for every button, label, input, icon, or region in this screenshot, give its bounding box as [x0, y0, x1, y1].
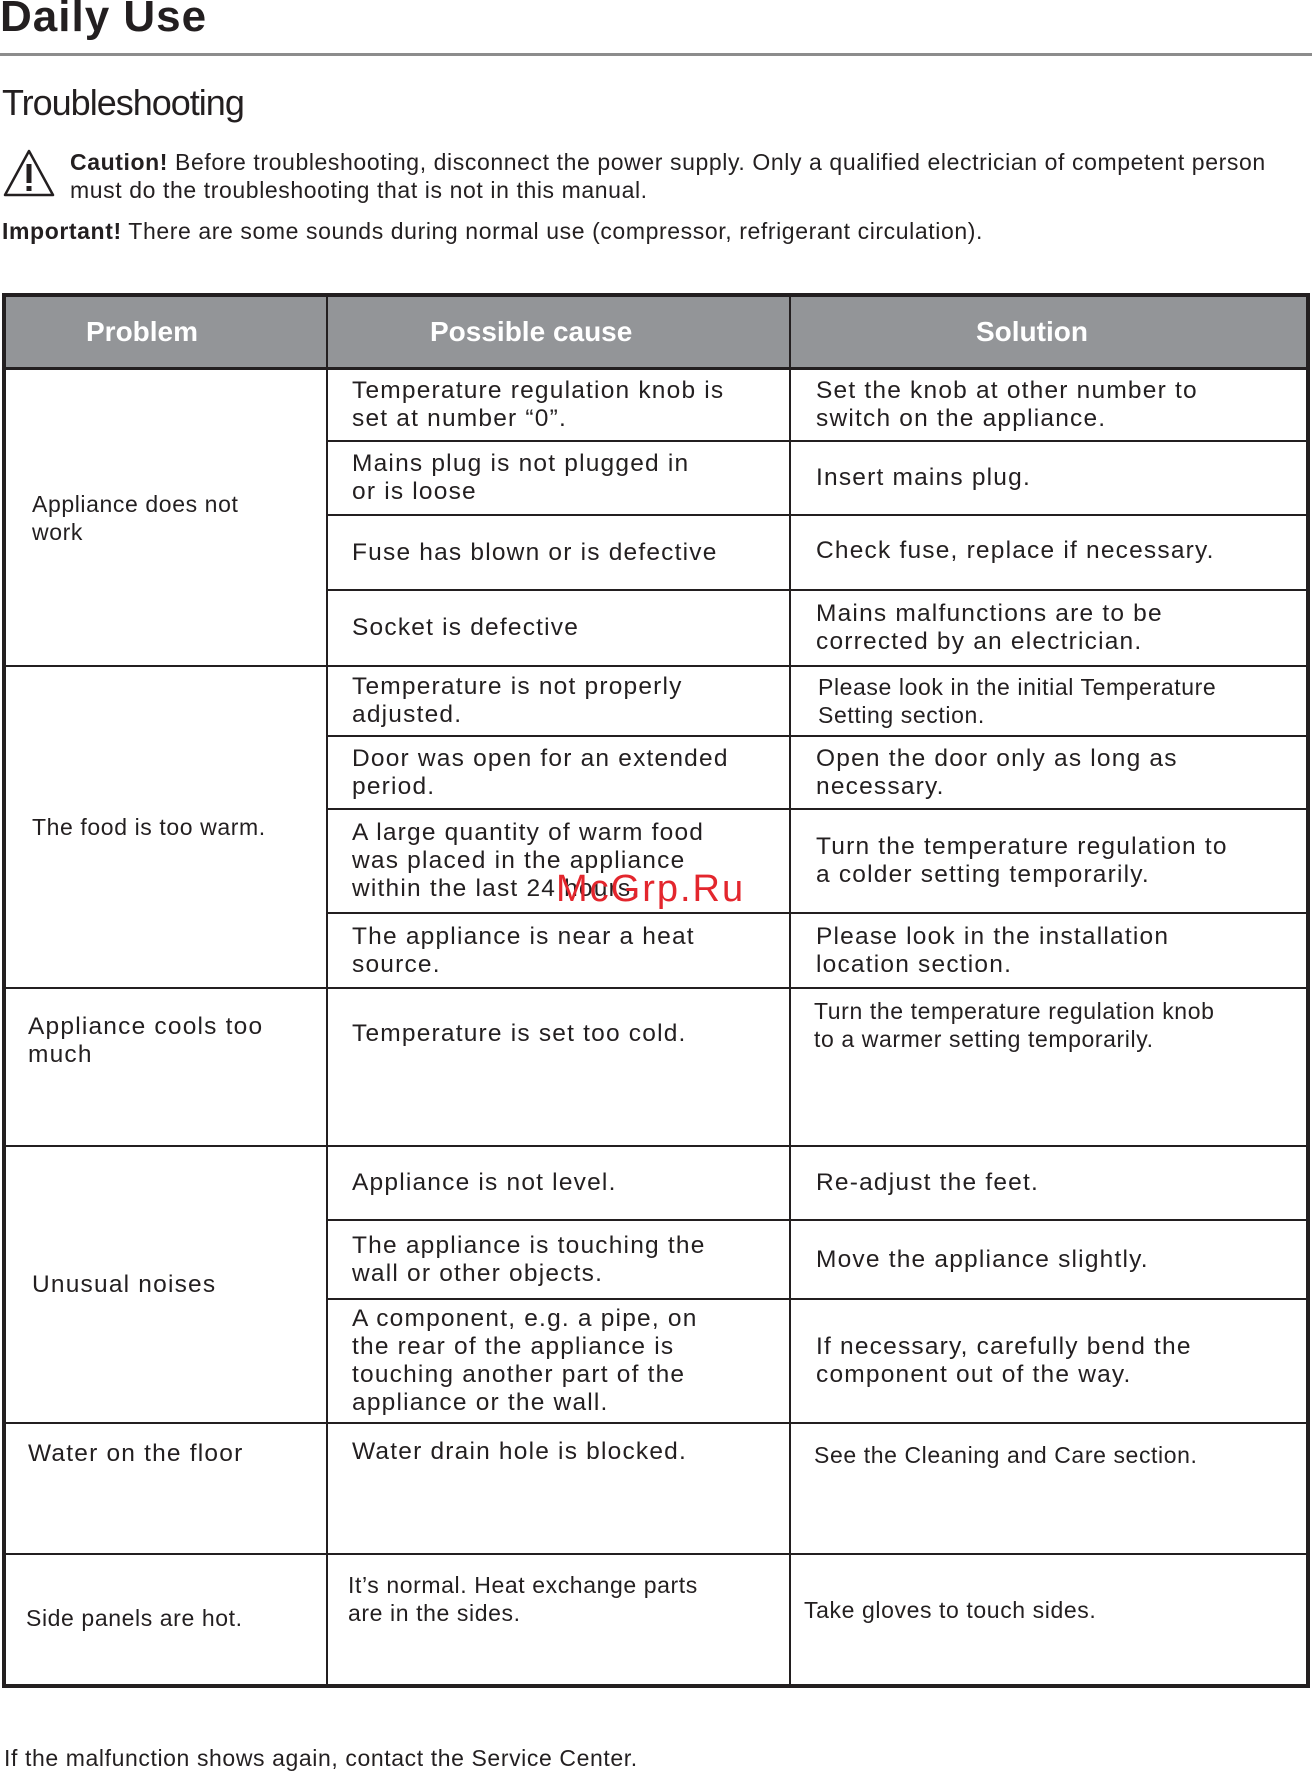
solution-cell: Please look in the installation location section.	[816, 922, 1170, 978]
caution-label: Caution!	[70, 149, 169, 175]
table-header-row	[6, 297, 1306, 370]
cause-cell: A component, e.g. a pipe, on the rear of the appliance is touching another part of the appliance or the wall.	[352, 1305, 698, 1416]
footer-note: If the malfunction shows again, contact the Service Center.	[4, 1745, 638, 1771]
header-divider	[0, 53, 1312, 56]
solution-cell: Turn the temperature regulation to a colder setting temporarily.	[816, 833, 1228, 888]
problem-cell: Appliance does not work	[32, 490, 239, 545]
solution-cell: Set the knob at other number to switch on the appliance.	[816, 377, 1198, 432]
cause-cell: Door was open for an extended period.	[352, 744, 729, 800]
solution-cell: Take gloves to touch sides.	[804, 1597, 1097, 1623]
important-body: There are some sounds during normal use (compressor, refrigerant circulation).	[121, 218, 984, 244]
watermark-logo: McGrp.Ru	[556, 868, 746, 910]
column-header-cause: Possible cause	[430, 316, 633, 347]
problem-cell: Side panels are hot.	[26, 1604, 243, 1631]
solution-cell: Insert mains plug.	[816, 464, 1031, 491]
page-header-title: Daily Use	[0, 0, 208, 41]
caution-note	[70, 148, 1300, 204]
problem-cell: Water on the floor	[28, 1440, 244, 1467]
cause-cell: Appliance is not level.	[352, 1169, 617, 1196]
solution-cell: Mains malfunctions are to be corrected by an electrician.	[816, 600, 1163, 655]
caution-body: Before troubleshooting, disconnect the power supply. Only a qualified electrician of competent person must do the troubleshooting that is not in this manual.	[70, 149, 1266, 203]
solution-cell: Please look in the initial Temperature Setting section.	[818, 674, 1217, 728]
solution-cell: See the Cleaning and Care section.	[814, 1442, 1198, 1468]
troubleshooting-table	[2, 293, 1310, 1688]
cause-cell: The appliance is near a heat source.	[352, 922, 695, 978]
cause-cell: A large quantity of warm food was placed in the appliance within the last 24 hours.	[352, 819, 705, 902]
problem-cell: The food is too warm.	[32, 814, 266, 840]
solution-cell: If necessary, carefully bend the component out of the way.	[816, 1333, 1192, 1388]
column-divider	[789, 297, 791, 1684]
solution-cell: Move the appliance slightly.	[816, 1245, 1149, 1273]
column-header-problem: Problem	[86, 316, 199, 347]
solution-cell: Turn the temperature regulation knob to a warmer setting temporarily.	[814, 998, 1215, 1052]
cause-cell: Temperature regulation knob is set at number “0”.	[352, 377, 725, 432]
important-label: Important!	[2, 218, 122, 244]
cause-cell: Water drain hole is blocked.	[352, 1437, 688, 1465]
cause-cell: Temperature is not properly adjusted.	[352, 673, 683, 728]
warning-triangle-icon	[2, 148, 56, 200]
cause-cell: Mains plug is not plugged in or is loose	[352, 450, 690, 505]
problem-cell: Unusual noises	[32, 1270, 217, 1298]
problem-cell: Appliance cools too much	[28, 1013, 264, 1068]
important-note	[2, 218, 983, 245]
cause-cell: Socket is defective	[352, 614, 580, 641]
column-header-solution: Solution	[976, 316, 1088, 347]
solution-cell: Re-adjust the feet.	[816, 1169, 1039, 1196]
section-title: Troubleshooting	[2, 82, 244, 123]
solution-cell: Open the door only as long as necessary.	[816, 744, 1178, 800]
column-divider	[326, 297, 328, 1684]
cause-cell: Fuse has blown or is defective	[352, 538, 718, 566]
cause-cell: It’s normal. Heat exchange parts are in the sides.	[348, 1572, 698, 1626]
cause-cell: Temperature is set too cold.	[352, 1020, 687, 1047]
solution-cell: Check fuse, replace if necessary.	[816, 537, 1215, 564]
cause-cell: The appliance is touching the wall or other objects.	[352, 1231, 706, 1287]
